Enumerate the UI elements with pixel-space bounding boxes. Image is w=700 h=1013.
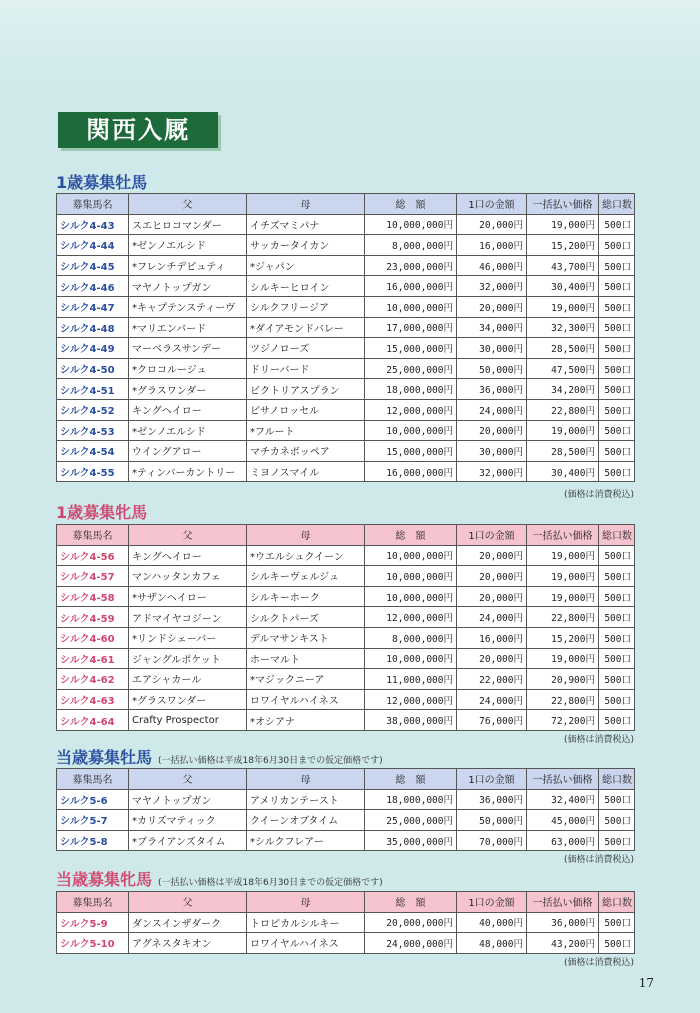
column-header: 父 <box>129 194 247 215</box>
sire-name: *マリエンバード <box>129 317 247 338</box>
lump-sum-price: 19,000円 <box>527 586 599 607</box>
share-count: 500口 <box>599 607 635 628</box>
unit-price: 20,000円 <box>457 545 527 566</box>
share-count: 500口 <box>599 461 635 482</box>
share-count: 500口 <box>599 566 635 587</box>
sire-name: Crafty Prospector <box>129 710 247 731</box>
total-price: 10,000,000円 <box>365 648 457 669</box>
column-header: 母 <box>247 525 365 546</box>
horse-id: シルク4-61 <box>57 648 129 669</box>
unit-price: 22,000円 <box>457 669 527 690</box>
lump-sum-price: 36,000円 <box>527 912 599 933</box>
dam-name: ビクトリアスプラン <box>247 379 365 400</box>
unit-price: 24,000円 <box>457 399 527 420</box>
column-header: 1口の金額 <box>457 769 527 790</box>
lump-sum-price: 63,000円 <box>527 830 599 851</box>
unit-price: 30,000円 <box>457 338 527 359</box>
total-price: 10,000,000円 <box>365 296 457 317</box>
share-count: 500口 <box>599 441 635 462</box>
table-row <box>57 648 635 669</box>
lump-sum-price: 30,400円 <box>527 276 599 297</box>
sire-name: キングヘイロー <box>129 399 247 420</box>
sire-name: *ゼンノエルシド <box>129 235 247 256</box>
share-count: 500口 <box>599 399 635 420</box>
column-header: 総口数 <box>599 194 635 215</box>
section-title-foal-colts <box>56 745 383 768</box>
share-count: 500口 <box>599 235 635 256</box>
lump-sum-price: 32,400円 <box>527 789 599 810</box>
horse-id: シルク5-7 <box>57 810 129 831</box>
section-heading: 当歳募集牡馬 <box>56 748 153 767</box>
unit-price: 50,000円 <box>457 358 527 379</box>
foal-colts-table <box>56 768 635 851</box>
lump-sum-price: 15,200円 <box>527 627 599 648</box>
dam-name: ホーマルト <box>247 648 365 669</box>
sire-name: ダンスインザダーク <box>129 912 247 933</box>
column-header: 募集馬名 <box>57 194 129 215</box>
share-count: 500口 <box>599 830 635 851</box>
total-price: 12,000,000円 <box>365 607 457 628</box>
table-row <box>57 255 635 276</box>
unit-price: 30,000円 <box>457 441 527 462</box>
lump-sum-price: 19,000円 <box>527 648 599 669</box>
unit-price: 32,000円 <box>457 461 527 482</box>
sire-name: *グラスワンダー <box>129 689 247 710</box>
total-price: 16,000,000円 <box>365 276 457 297</box>
lump-sum-price: 72,200円 <box>527 710 599 731</box>
share-count: 500口 <box>599 669 635 690</box>
dam-name: シルキーヒロイン <box>247 276 365 297</box>
sire-name: *サザンヘイロー <box>129 586 247 607</box>
header-row <box>57 892 635 913</box>
horse-id: シルク4-58 <box>57 586 129 607</box>
lump-sum-price: 30,400円 <box>527 461 599 482</box>
yearling-colts-table <box>56 193 635 482</box>
share-count: 500口 <box>599 710 635 731</box>
table-row <box>57 399 635 420</box>
column-header: 募集馬名 <box>57 525 129 546</box>
column-header: 父 <box>129 892 247 913</box>
dam-name: ロワイヤルハイネス <box>247 933 365 954</box>
column-header: 総 額 <box>365 525 457 546</box>
foal-fillies-table <box>56 891 635 954</box>
column-header: 一括払い価格 <box>527 525 599 546</box>
lump-sum-price: 22,800円 <box>527 399 599 420</box>
dam-name: *ジャパン <box>247 255 365 276</box>
sire-name: *ティンバーカントリー <box>129 461 247 482</box>
dam-name: *オシアナ <box>247 710 365 731</box>
unit-price: 24,000円 <box>457 607 527 628</box>
table-row <box>57 586 635 607</box>
sire-name: *リンドシェーバー <box>129 627 247 648</box>
lump-sum-price: 47,500円 <box>527 358 599 379</box>
column-header: 1口の金額 <box>457 194 527 215</box>
total-price: 18,000,000円 <box>365 379 457 400</box>
share-count: 500口 <box>599 276 635 297</box>
horse-id: シルク4-64 <box>57 710 129 731</box>
table-row <box>57 441 635 462</box>
horse-id: シルク4-59 <box>57 607 129 628</box>
lump-sum-price: 20,900円 <box>527 669 599 690</box>
column-header: 一括払い価格 <box>527 769 599 790</box>
sire-name: マヤノトップガン <box>129 789 247 810</box>
table-row <box>57 789 635 810</box>
unit-price: 32,000円 <box>457 276 527 297</box>
unit-price: 20,000円 <box>457 566 527 587</box>
dam-name: ミヨノスマイル <box>247 461 365 482</box>
horse-id: シルク5-10 <box>57 933 129 954</box>
total-price: 12,000,000円 <box>365 689 457 710</box>
table-row <box>57 669 635 690</box>
section-heading: 1歳募集牝馬 <box>56 503 148 522</box>
dam-name: デルマサンキスト <box>247 627 365 648</box>
dam-name: トロピカルシルキー <box>247 912 365 933</box>
sire-name: *カリズマティック <box>129 810 247 831</box>
column-header: 1口の金額 <box>457 892 527 913</box>
dam-name: *ウエルシュクイーン <box>247 545 365 566</box>
header-row <box>57 194 635 215</box>
horse-id: シルク4-56 <box>57 545 129 566</box>
total-price: 25,000,000円 <box>365 358 457 379</box>
dam-name: ビサノロッセル <box>247 399 365 420</box>
column-header: 募集馬名 <box>57 892 129 913</box>
column-header: 総口数 <box>599 525 635 546</box>
share-count: 500口 <box>599 933 635 954</box>
table-row <box>57 358 635 379</box>
lump-sum-price: 32,300円 <box>527 317 599 338</box>
top-background-band <box>0 0 700 90</box>
column-header: 総 額 <box>365 194 457 215</box>
share-count: 500口 <box>599 255 635 276</box>
table-row <box>57 912 635 933</box>
lump-sum-price: 43,700円 <box>527 255 599 276</box>
column-header: 母 <box>247 194 365 215</box>
horse-id: シルク4-48 <box>57 317 129 338</box>
table-row <box>57 420 635 441</box>
table-row <box>57 545 635 566</box>
horse-id: シルク4-57 <box>57 566 129 587</box>
column-header: 総口数 <box>599 892 635 913</box>
share-count: 500口 <box>599 912 635 933</box>
horse-id: シルク4-45 <box>57 255 129 276</box>
unit-price: 20,000円 <box>457 586 527 607</box>
column-header: 総口数 <box>599 769 635 790</box>
dam-name: シルクフリージア <box>247 296 365 317</box>
lump-sum-price: 15,200円 <box>527 235 599 256</box>
sire-name: *フレンチデピュティ <box>129 255 247 276</box>
share-count: 500口 <box>599 317 635 338</box>
horse-id: シルク4-63 <box>57 689 129 710</box>
total-price: 10,000,000円 <box>365 545 457 566</box>
section-note: (一括払い価格は平成18年6月30日までの仮定価格です) <box>158 878 383 888</box>
unit-price: 36,000円 <box>457 789 527 810</box>
total-price: 11,000,000円 <box>365 669 457 690</box>
total-price: 12,000,000円 <box>365 399 457 420</box>
yearling-fillies-table <box>56 524 635 731</box>
sire-name: ウイングアロー <box>129 441 247 462</box>
sire-name: *キャプテンスティーヴ <box>129 296 247 317</box>
horse-id: シルク4-43 <box>57 214 129 235</box>
sire-name: アグネスタキオン <box>129 933 247 954</box>
horse-id: シルク4-54 <box>57 441 129 462</box>
share-count: 500口 <box>599 338 635 359</box>
horse-id: シルク5-9 <box>57 912 129 933</box>
share-count: 500口 <box>599 545 635 566</box>
dam-name: *マジックニーア <box>247 669 365 690</box>
tax-note: (価格は消費税込) <box>563 490 634 500</box>
dam-name: マチカネボッペア <box>247 441 365 462</box>
lump-sum-price: 19,000円 <box>527 545 599 566</box>
lump-sum-price: 28,500円 <box>527 338 599 359</box>
column-header: 母 <box>247 892 365 913</box>
sire-name: エアシャカール <box>129 669 247 690</box>
sire-name: ジャングルポケット <box>129 648 247 669</box>
unit-price: 46,000円 <box>457 255 527 276</box>
horse-id: シルク5-6 <box>57 789 129 810</box>
lump-sum-price: 34,200円 <box>527 379 599 400</box>
total-price: 16,000,000円 <box>365 461 457 482</box>
lump-sum-price: 19,000円 <box>527 214 599 235</box>
dam-name: ドリーバード <box>247 358 365 379</box>
total-price: 38,000,000円 <box>365 710 457 731</box>
column-header: 一括払い価格 <box>527 194 599 215</box>
total-price: 23,000,000円 <box>365 255 457 276</box>
horse-id: シルク4-44 <box>57 235 129 256</box>
lump-sum-price: 43,200円 <box>527 933 599 954</box>
sire-name: *クロコルージュ <box>129 358 247 379</box>
column-header: 1口の金額 <box>457 525 527 546</box>
total-price: 15,000,000円 <box>365 338 457 359</box>
table-row <box>57 710 635 731</box>
column-header: 総 額 <box>365 769 457 790</box>
total-price: 15,000,000円 <box>365 441 457 462</box>
total-price: 8,000,000円 <box>365 627 457 648</box>
tax-note: (価格は消費税込) <box>563 855 634 865</box>
share-count: 500口 <box>599 420 635 441</box>
sire-name: *ブライアンズタイム <box>129 830 247 851</box>
section-title-yearling-colts <box>56 170 147 193</box>
dam-name: シルキーヴェルジュ <box>247 566 365 587</box>
lump-sum-price: 19,000円 <box>527 566 599 587</box>
total-price: 35,000,000円 <box>365 830 457 851</box>
section-heading: 1歳募集牡馬 <box>56 173 148 192</box>
column-header: 父 <box>129 525 247 546</box>
lump-sum-price: 22,800円 <box>527 689 599 710</box>
dam-name: サッカータイカン <box>247 235 365 256</box>
section-heading: 当歳募集牝馬 <box>56 870 153 889</box>
table-row <box>57 379 635 400</box>
sire-name: マヤノトップガン <box>129 276 247 297</box>
share-count: 500口 <box>599 296 635 317</box>
unit-price: 40,000円 <box>457 912 527 933</box>
share-count: 500口 <box>599 648 635 669</box>
table-row <box>57 933 635 954</box>
total-price: 20,000,000円 <box>365 912 457 933</box>
horse-id: シルク4-46 <box>57 276 129 297</box>
horse-id: シルク4-51 <box>57 379 129 400</box>
dam-name: アメリカンテースト <box>247 789 365 810</box>
share-count: 500口 <box>599 810 635 831</box>
share-count: 500口 <box>599 586 635 607</box>
horse-id: シルク4-50 <box>57 358 129 379</box>
dam-name: *フルート <box>247 420 365 441</box>
share-count: 500口 <box>599 789 635 810</box>
total-price: 8,000,000円 <box>365 235 457 256</box>
lump-sum-price: 19,000円 <box>527 296 599 317</box>
table-row <box>57 296 635 317</box>
horse-id: シルク4-47 <box>57 296 129 317</box>
unit-price: 76,000円 <box>457 710 527 731</box>
table-row <box>57 276 635 297</box>
unit-price: 20,000円 <box>457 648 527 669</box>
column-header: 一括払い価格 <box>527 892 599 913</box>
unit-price: 48,000円 <box>457 933 527 954</box>
sire-name: スエヒロコマンダー <box>129 214 247 235</box>
dam-name: *ダイアモンドバレー <box>247 317 365 338</box>
unit-price: 50,000円 <box>457 810 527 831</box>
horse-id: シルク4-52 <box>57 399 129 420</box>
total-price: 18,000,000円 <box>365 789 457 810</box>
table-row <box>57 830 635 851</box>
share-count: 500口 <box>599 689 635 710</box>
unit-price: 20,000円 <box>457 420 527 441</box>
section-title-yearling-fillies <box>56 500 147 523</box>
horse-id: シルク4-49 <box>57 338 129 359</box>
lump-sum-price: 45,000円 <box>527 810 599 831</box>
unit-price: 36,000円 <box>457 379 527 400</box>
table-row <box>57 689 635 710</box>
lump-sum-price: 28,500円 <box>527 441 599 462</box>
dam-name: シルクトパーズ <box>247 607 365 628</box>
total-price: 10,000,000円 <box>365 420 457 441</box>
table-row <box>57 810 635 831</box>
share-count: 500口 <box>599 379 635 400</box>
table-row <box>57 566 635 587</box>
page-title: 関西入厩 <box>58 112 218 148</box>
sire-name: マンハッタンカフェ <box>129 566 247 587</box>
sire-name: アドマイヤコジーン <box>129 607 247 628</box>
unit-price: 34,000円 <box>457 317 527 338</box>
total-price: 10,000,000円 <box>365 566 457 587</box>
lump-sum-price: 22,800円 <box>527 607 599 628</box>
dam-name: シルキーホーク <box>247 586 365 607</box>
table-row <box>57 461 635 482</box>
table-row <box>57 607 635 628</box>
unit-price: 70,000円 <box>457 830 527 851</box>
share-count: 500口 <box>599 358 635 379</box>
sire-name: マーベラスサンデー <box>129 338 247 359</box>
table-row <box>57 214 635 235</box>
horse-id: シルク5-8 <box>57 830 129 851</box>
unit-price: 16,000円 <box>457 627 527 648</box>
total-price: 10,000,000円 <box>365 214 457 235</box>
total-price: 10,000,000円 <box>365 586 457 607</box>
sire-name: キングヘイロー <box>129 545 247 566</box>
column-header: 総 額 <box>365 892 457 913</box>
share-count: 500口 <box>599 627 635 648</box>
dam-name: ツジノローズ <box>247 338 365 359</box>
share-count: 500口 <box>599 214 635 235</box>
dam-name: *シルクフレアー <box>247 830 365 851</box>
table-row <box>57 338 635 359</box>
unit-price: 20,000円 <box>457 296 527 317</box>
dam-name: イチズマミパナ <box>247 214 365 235</box>
lump-sum-price: 19,000円 <box>527 420 599 441</box>
sire-name: *ゼンノエルシド <box>129 420 247 441</box>
total-price: 17,000,000円 <box>365 317 457 338</box>
unit-price: 16,000円 <box>457 235 527 256</box>
tax-note: (価格は消費税込) <box>563 735 634 745</box>
horse-id: シルク4-62 <box>57 669 129 690</box>
header-row <box>57 525 635 546</box>
table-row <box>57 235 635 256</box>
sire-name: *グラスワンダー <box>129 379 247 400</box>
column-header: 募集馬名 <box>57 769 129 790</box>
section-note: (一括払い価格は平成18年6月30日までの仮定価格です) <box>158 756 383 766</box>
table-row <box>57 317 635 338</box>
dam-name: クイーンオブタイム <box>247 810 365 831</box>
horse-id: シルク4-60 <box>57 627 129 648</box>
column-header: 父 <box>129 769 247 790</box>
unit-price: 20,000円 <box>457 214 527 235</box>
unit-price: 24,000円 <box>457 689 527 710</box>
section-title-foal-fillies <box>56 867 383 890</box>
total-price: 25,000,000円 <box>365 810 457 831</box>
page-number: 17 <box>638 976 654 990</box>
table-row <box>57 627 635 648</box>
total-price: 24,000,000円 <box>365 933 457 954</box>
tax-note: (価格は消費税込) <box>563 958 634 968</box>
horse-id: シルク4-55 <box>57 461 129 482</box>
header-row <box>57 769 635 790</box>
dam-name: ロワイヤルハイネス <box>247 689 365 710</box>
column-header: 母 <box>247 769 365 790</box>
horse-id: シルク4-53 <box>57 420 129 441</box>
